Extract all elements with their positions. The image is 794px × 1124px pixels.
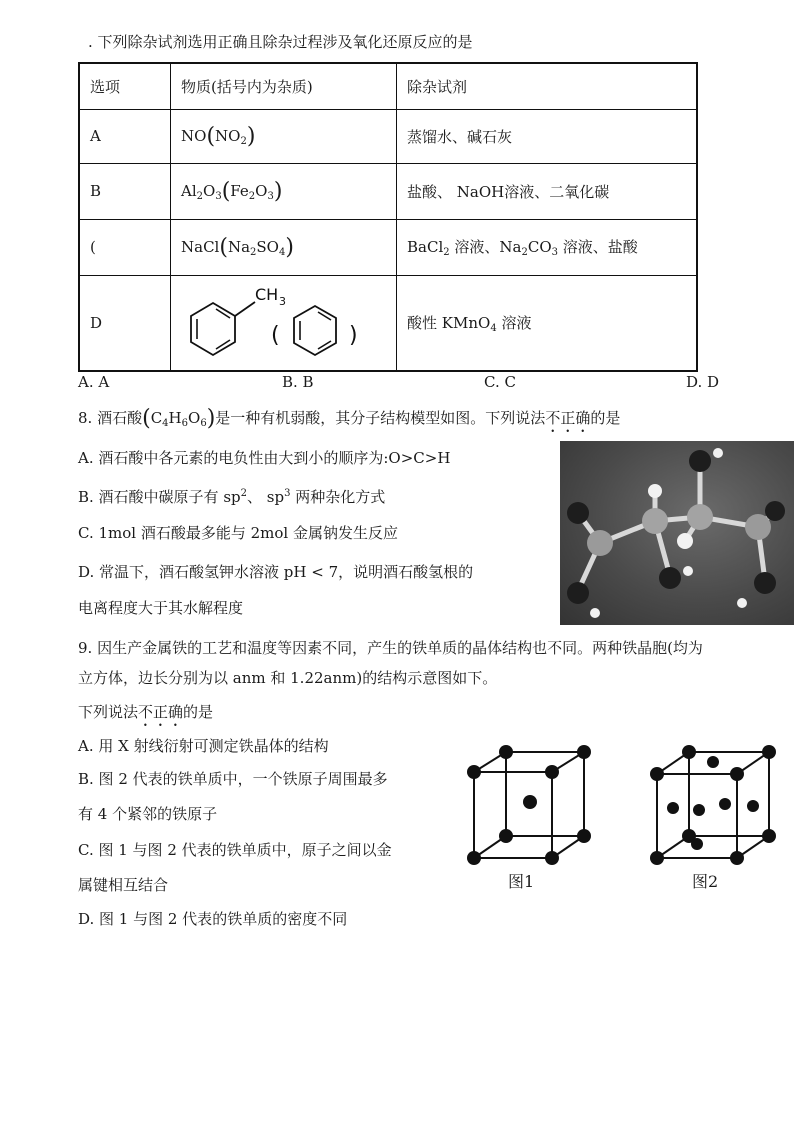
row-reagent: 蒸馏水、碱石灰	[397, 109, 698, 163]
q8-stem: 8. 酒石酸$(C_4H_6O_6)$是一种有机弱酸，其分子结构模型如图。下列说法不正确的是	[78, 406, 621, 431]
row-reagent: 酸性 KMnO$_4$ 溶液	[397, 275, 698, 371]
header-option: 选项	[79, 63, 171, 109]
row-reagent: BaCl$_2$ 溶液、$Na_2CO_3$ 溶液、盐酸	[397, 219, 698, 275]
q7-table	[78, 62, 698, 372]
q9-option-c-line1: C. 图 1 与图 2 代表的铁单质中，原子之间以金	[78, 841, 392, 859]
row-option: (	[79, 219, 171, 275]
fcc-unit-cell-figure	[645, 740, 785, 865]
svg-text:3: 3	[279, 294, 286, 308]
row-reagent: 盐酸、 NaOH溶液、二氧化碳	[397, 163, 698, 219]
q7-stem: . 下列除杂试剂选用正确且除杂过程涉及氧化还原反应的是	[88, 33, 473, 51]
q8-option-c: C. 1mol 酒石酸最多能与 2mol 金属钠发生反应	[78, 524, 398, 542]
choice-d: D. D	[686, 373, 720, 391]
row-option: B	[79, 163, 171, 219]
tartaric-acid-model-image	[560, 441, 794, 625]
fig1-label: 图1	[508, 872, 535, 891]
svg-text:(: (	[271, 322, 280, 348]
q8-option-d-line2: 电离程度大于其水解程度	[78, 599, 244, 617]
q9-option-a: A. 用 X 射线衍射可测定铁晶体的结构	[78, 737, 329, 755]
choice-b: B. B	[282, 373, 314, 391]
bcc-unit-cell-figure	[460, 740, 600, 865]
q9-option-c-line2: 属键相互结合	[78, 876, 169, 894]
row-substance: $NO(NO_2)$	[171, 109, 397, 163]
choice-c: C. C	[484, 373, 516, 391]
table-row	[79, 163, 697, 219]
q9-option-b-line1: B. 图 2 代表的铁单质中，一个铁原子周围最多	[78, 770, 388, 788]
header-reagent: 除杂试剂	[397, 63, 698, 109]
svg-text:): )	[349, 322, 358, 348]
choice-a: A. A	[78, 373, 110, 391]
row-substance: $NaCl(Na_2SO_4)$	[171, 219, 397, 275]
q9-option-b-line2: 有 4 个紧邻的铁原子	[78, 805, 218, 823]
row-substance: $Al_2O_3(Fe_2O_3)$	[171, 163, 397, 219]
q9-stem-line2: 立方体，边长分别为以 anm 和 1.22anm)的结构示意图如下。	[78, 669, 498, 687]
q9-stem-line3: 下列说法不正确的是	[78, 703, 214, 721]
table-row	[79, 219, 697, 275]
q8-option-b: B. 酒石酸中碳原子有 $sp^2$、 $sp^3$ 两种杂化方式	[78, 488, 386, 506]
row-substance	[171, 275, 397, 371]
table-row	[79, 109, 697, 163]
header-substance: 物质(括号内为杂质)	[171, 63, 397, 109]
fig2-label: 图2	[692, 872, 719, 891]
q9-stem-line1: 9. 因生产金属铁的工艺和温度等因素不同，产生的铁单质的晶体结构也不同。两种铁晶胞(均为	[78, 639, 703, 657]
ch3-label: CH	[255, 284, 279, 304]
q9-option-d: D. 图 1 与图 2 代表的铁单质的密度不同	[78, 910, 348, 928]
q8-option-d-line1: D. 常温下，酒石酸氢钾水溶液 pH < 7，说明酒石酸氢根的	[78, 563, 474, 581]
row-option: D	[79, 275, 171, 371]
toluene-benzene-structure	[171, 276, 395, 366]
row-option: A	[79, 109, 171, 163]
q8-option-a: A. 酒石酸中各元素的电负性由大到小的顺序为:O>C>H	[78, 449, 451, 467]
table-row	[79, 275, 697, 371]
